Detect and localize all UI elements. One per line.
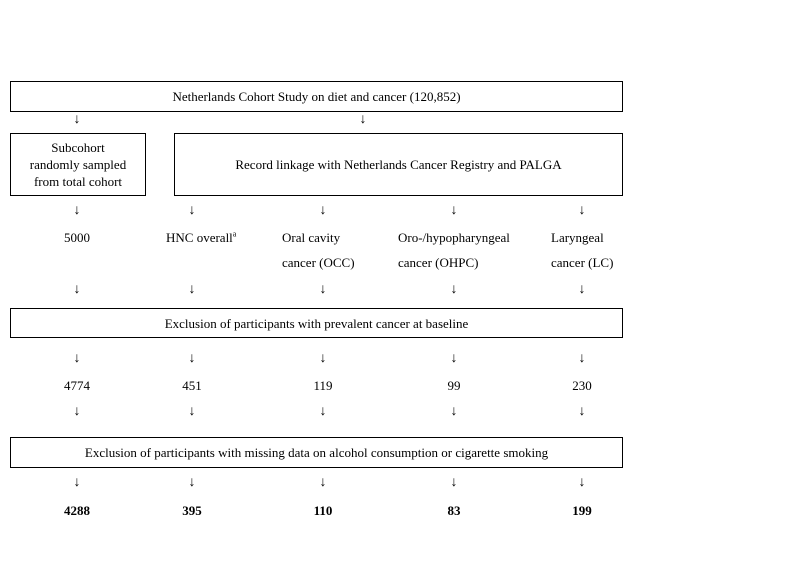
exclusion-prevalent-box	[10, 308, 623, 338]
label-lc-line-2: cancer (LC)	[551, 255, 614, 270]
arrow-d-hnc: ↓	[188, 404, 196, 419]
label-ohpc-line-1: Oro-/hypopharyngeal	[398, 230, 510, 245]
arrow-cohort-to-subcohort: ↓	[73, 112, 81, 127]
subcohort-line-3: from total cohort	[33, 174, 123, 189]
arrow-a-lc: ↓	[578, 203, 586, 218]
count-prevalent-subcohort: 4774	[64, 378, 90, 393]
arrow-c-occ: ↓	[319, 351, 327, 366]
exclusion-prevalent-text: Exclusion of participants with prevalent cancer at baseline	[164, 315, 469, 331]
arrow-e-subcohort: ↓	[73, 475, 81, 490]
arrow-a-occ: ↓	[319, 203, 327, 218]
arrow-c-ohpc: ↓	[450, 351, 458, 366]
label-occ-line-2: cancer (OCC)	[282, 255, 355, 270]
arrow-e-hnc: ↓	[188, 475, 196, 490]
subcohort-line-1: Subcohort	[51, 140, 105, 155]
arrow-a-subcohort: ↓	[73, 203, 81, 218]
label-hnc-overall-text: HNC overall	[166, 230, 233, 245]
count-final-ohpc: 83	[447, 503, 461, 518]
arrow-c-lc: ↓	[578, 351, 586, 366]
arrow-d-occ: ↓	[319, 404, 327, 419]
arrow-c-subcohort: ↓	[73, 351, 81, 366]
arrow-e-ohpc: ↓	[450, 475, 458, 490]
count-prevalent-lc: 230	[572, 378, 592, 393]
count-final-lc: 199	[572, 503, 592, 518]
arrow-e-occ: ↓	[319, 475, 327, 490]
cohort-box-text: Netherlands Cohort Study on diet and cancer (120,852)	[172, 89, 461, 104]
record-linkage-box	[174, 133, 623, 196]
arrow-b-hnc: ↓	[188, 282, 196, 297]
count-prevalent-hnc: 451	[182, 378, 202, 393]
arrow-a-hnc: ↓	[188, 203, 196, 218]
arrow-d-ohpc: ↓	[450, 404, 458, 419]
cohort-box	[10, 81, 623, 112]
arrow-c-hnc: ↓	[188, 351, 196, 366]
subcohort-line-2: randomly sampled	[29, 157, 127, 172]
label-hnc-overall-superscript: a	[232, 229, 237, 239]
exclusion-missing-text: Exclusion of participants with missing data on alcohol consumption or cigarette smoking	[84, 445, 549, 460]
count-final-hnc: 395	[182, 503, 202, 518]
count-prevalent-ohpc: 99	[447, 378, 461, 393]
arrow-b-ohpc: ↓	[450, 282, 458, 297]
count-prevalent-occ: 119	[313, 378, 333, 393]
arrow-b-lc: ↓	[578, 282, 586, 297]
arrow-d-subcohort: ↓	[73, 404, 81, 419]
label-occ-line-1: Oral cavity	[282, 230, 341, 245]
label-ohpc-line-2: cancer (OHPC)	[398, 255, 479, 270]
count-final-subcohort: 4288	[64, 503, 90, 518]
arrow-b-occ: ↓	[319, 282, 327, 297]
label-hnc-overall	[166, 229, 236, 246]
arrow-cohort-to-linkage: ↓	[359, 112, 367, 127]
arrow-a-ohpc: ↓	[450, 203, 458, 218]
subcohort-box	[10, 133, 146, 196]
label-lc-line-1: Laryngeal	[551, 230, 604, 245]
arrow-e-lc: ↓	[578, 475, 586, 490]
record-linkage-text: Record linkage with Netherlands Cancer Registry and PALGA	[235, 157, 562, 172]
exclusion-missing-box	[10, 437, 623, 468]
arrow-b-subcohort: ↓	[73, 282, 81, 297]
label-subcohort-count: 5000	[64, 230, 90, 245]
arrow-d-lc: ↓	[578, 404, 586, 419]
count-final-occ: 110	[313, 503, 333, 518]
